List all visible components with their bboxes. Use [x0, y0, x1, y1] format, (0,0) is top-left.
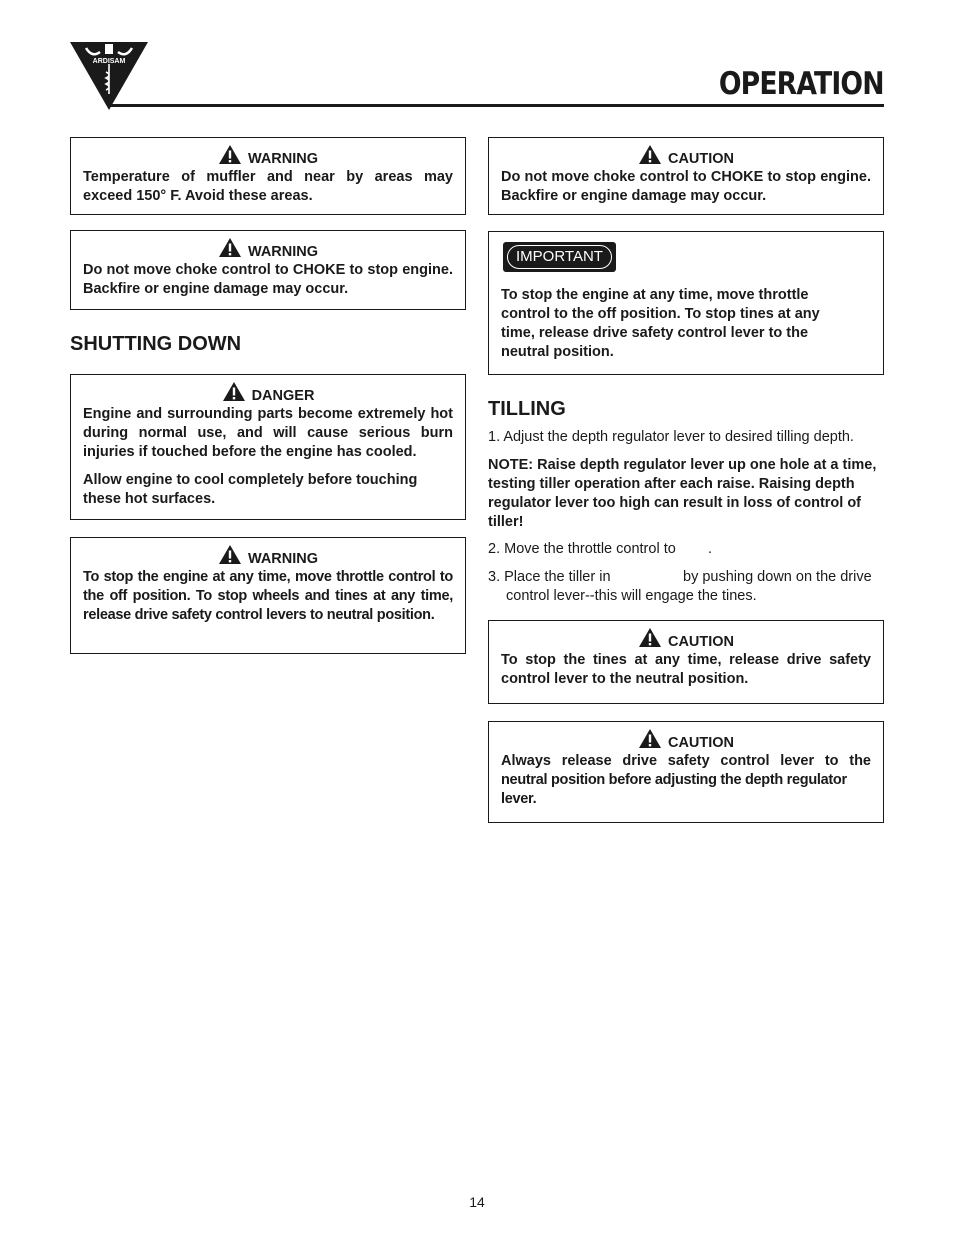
danger-header — [83, 381, 453, 405]
warning-triangle-icon — [218, 144, 242, 165]
warning-box-muffler — [70, 137, 466, 215]
warning-label: WARNING — [247, 244, 319, 260]
caution-label: CAUTION — [667, 151, 735, 167]
important-badge-label: IMPORTANT — [507, 245, 612, 269]
warning-header — [83, 544, 453, 568]
warning-triangle-icon — [218, 237, 242, 258]
caution-text: Do not move choke control to CHOKE to stop engine. Backfire or engine damage may occur. — [501, 169, 871, 204]
tilling-note: NOTE: Raise depth regulator lever up one hole at a time, testing tiller operation after each raise. Raising depth regulator lever too high can result in loss of control of tiller! — [488, 457, 877, 530]
danger-paragraph: Allow engine to cool completely before touching these hot surfaces. — [83, 472, 418, 507]
caution-box-tines — [488, 620, 884, 704]
important-text: To stop the engine at any time, move throttle control to the off position. To stop tines at any time, release drive safety control lever to the neutral position. — [501, 287, 820, 360]
page-title: OPERATION — [719, 66, 884, 102]
tilling-step-3: 3. Place the tiller in by pushing down on the drive control lever--this will engage the tines. — [488, 569, 876, 604]
header-rule — [108, 104, 884, 107]
warning-header — [83, 144, 453, 168]
warning-header — [83, 237, 453, 261]
danger-box — [70, 374, 466, 520]
warning-text: Temperature of muffler and near by areas may exceed 150° F. Avoid these areas. — [83, 169, 453, 204]
caution-header — [501, 627, 871, 651]
page-number: 14 — [469, 1194, 485, 1210]
warning-triangle-icon — [638, 627, 662, 648]
warning-box-stop — [70, 537, 466, 654]
caution-box-depth — [488, 721, 884, 823]
caution-label: CAUTION — [667, 634, 735, 650]
caution-text: To stop the tines at any time, release drive safety control lever to the neutral position. — [501, 652, 871, 687]
warning-triangle-icon — [222, 381, 246, 402]
important-box — [488, 231, 884, 375]
shutting-down-heading: SHUTTING DOWN — [70, 333, 242, 355]
warning-label: WARNING — [247, 551, 319, 567]
important-badge — [503, 242, 616, 272]
tilling-step-2: 2. Move the throttle control to . — [488, 541, 713, 557]
warning-label: WARNING — [247, 151, 319, 167]
tilling-heading: TILLING — [488, 398, 566, 420]
caution-label: CAUTION — [667, 735, 735, 751]
danger-text — [83, 405, 453, 509]
warning-text: Do not move choke control to CHOKE to stop engine. Backfire or engine damage may occur. — [83, 262, 453, 297]
caution-line: neutral position before adjusting the depth regulator lever. — [501, 772, 847, 807]
caution-header — [501, 144, 871, 168]
warning-box-choke — [70, 230, 466, 310]
danger-label: DANGER — [251, 388, 315, 404]
tilling-step-1: 1. Adjust the depth regulator lever to desired tilling depth. — [488, 429, 854, 445]
logo-text: ARDISAM — [92, 58, 126, 65]
warning-triangle-icon — [638, 144, 662, 165]
caution-text — [501, 752, 871, 809]
ardisam-logo — [70, 42, 148, 110]
warning-triangle-icon — [638, 728, 662, 749]
caution-header — [501, 728, 871, 752]
danger-paragraph: Engine and surrounding parts become extremely hot during normal use, and will cause serious burn injuries if touched before the engine has cooled. — [83, 406, 453, 460]
warning-triangle-icon — [218, 544, 242, 565]
caution-box-choke — [488, 137, 884, 215]
caution-line: Always release drive safety control lever to the — [501, 753, 871, 769]
warning-text: To stop the engine at any time, move throttle control to the off position. To stop wheels and tines at any time, release drive safety control levers to neutral position. — [83, 569, 453, 623]
